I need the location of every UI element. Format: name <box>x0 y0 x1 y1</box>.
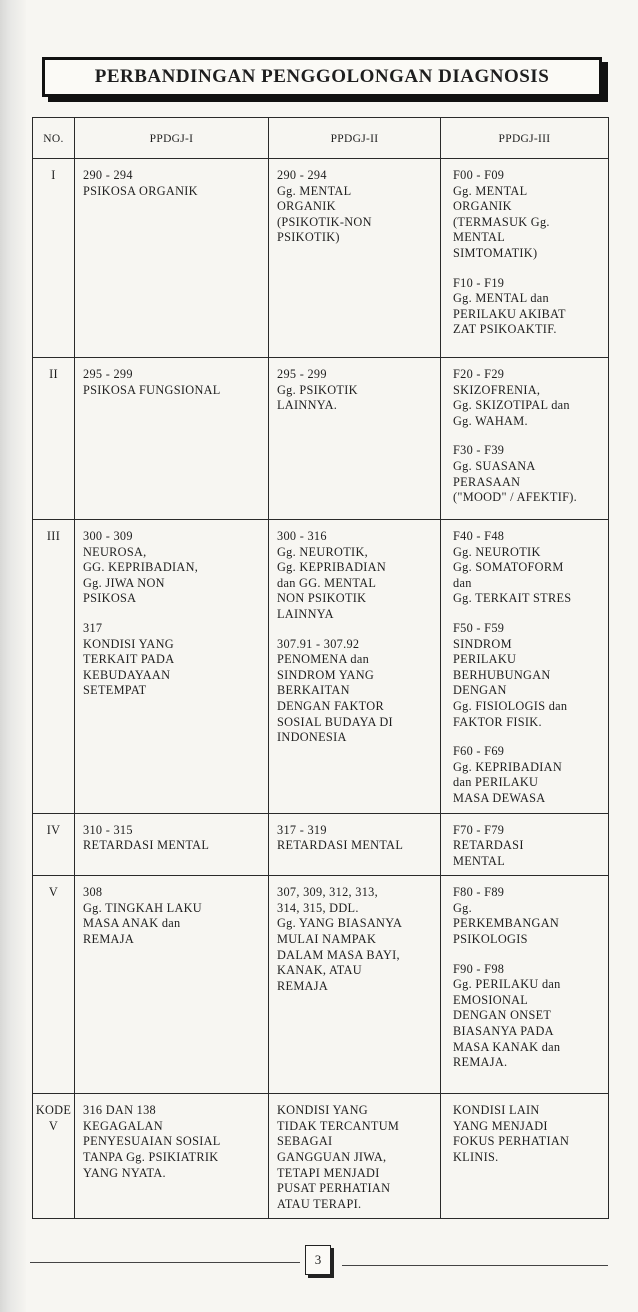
diagnosis-text: FAKTOR FISIK. <box>453 714 542 729</box>
cell-c3 <box>441 520 609 814</box>
diagnosis-text: KEGAGALAN <box>83 1118 163 1133</box>
diagnosis-group <box>277 823 434 854</box>
row-number: V <box>48 1118 59 1133</box>
diagnosis-group <box>453 621 602 730</box>
diagnosis-code: 310 - 315 <box>83 822 133 837</box>
diagnosis-text: PUSAT PERHATIAN <box>277 1181 391 1196</box>
diagnosis-group <box>453 529 602 607</box>
diagnosis-code: F60 - F69 <box>453 744 505 759</box>
diagnosis-comparison-table <box>32 117 609 1219</box>
diagnosis-text: RETARDASI MENTAL <box>83 838 210 853</box>
header-ppdgj-3: PPDGJ-III <box>441 118 609 159</box>
diagnosis-text: dan PERILAKU <box>453 775 539 790</box>
diagnosis-text: RETARDASI MENTAL <box>277 838 404 853</box>
cell-no <box>33 358 75 520</box>
diagnosis-text: Gg. YANG BIASANYA <box>277 916 403 931</box>
diagnosis-text: TIDAK TERCANTUM <box>277 1118 400 1133</box>
diagnosis-text: REMAJA. <box>453 1055 508 1070</box>
diagnosis-text: Gg. JIWA NON <box>83 575 165 590</box>
diagnosis-text: Gg. SOMATOFORM <box>453 560 564 575</box>
diagnosis-code: 308 <box>83 885 103 900</box>
footer-rule-left <box>30 1262 300 1263</box>
diagnosis-text: Gg. MENTAL dan <box>453 291 549 306</box>
cell-c2 <box>269 1094 441 1219</box>
diagnosis-group <box>83 823 262 854</box>
diagnosis-text: PERASAAN <box>453 474 521 489</box>
diagnosis-code: F70 - F79 <box>453 822 505 837</box>
diagnosis-text: PERILAKU AKIBAT <box>453 306 566 321</box>
table-row <box>33 358 609 520</box>
diagnosis-text: PSIKOSA FUNGSIONAL <box>83 382 221 397</box>
table-row <box>33 159 609 358</box>
diagnosis-text: SINDROM <box>453 636 512 651</box>
diagnosis-text: ZAT PSIKOAKTIF. <box>453 322 557 337</box>
diagnosis-code: 307.91 - 307.92 <box>277 636 360 651</box>
diagnosis-text: (TERMASUK Gg. <box>453 214 550 229</box>
diagnosis-code: F40 - F48 <box>453 529 505 543</box>
diagnosis-text: Gg. KEPRIBADIAN <box>277 560 387 575</box>
diagnosis-text: Gg. MENTAL <box>277 183 352 198</box>
header-no: NO. <box>33 118 75 159</box>
diagnosis-text: SKIZOFRENIA, <box>453 382 541 397</box>
diagnosis-text: REMAJA <box>277 978 328 993</box>
cell-no <box>33 876 75 1094</box>
diagnosis-group <box>277 1103 434 1212</box>
diagnosis-code: F20 - F29 <box>453 367 505 381</box>
diagnosis-text: BIASANYA PADA <box>453 1024 554 1039</box>
page-number: 3 <box>314 1252 322 1267</box>
diagnosis-group <box>277 885 434 994</box>
diagnosis-text: Gg. NEUROTIK, <box>277 544 368 559</box>
diagnosis-text: LAINNYA. <box>277 398 338 413</box>
diagnosis-code: F10 - F19 <box>453 275 505 290</box>
diagnosis-code: F90 - F98 <box>453 961 505 976</box>
diagnosis-text: NEUROSA, <box>83 544 147 559</box>
diagnosis-text: ATAU TERAPI. <box>277 1196 362 1211</box>
diagnosis-group <box>83 621 262 699</box>
cell-c3 <box>441 358 609 520</box>
diagnosis-text: KEBUDAYAAN <box>83 667 171 682</box>
diagnosis-group <box>83 529 262 607</box>
diagnosis-group <box>83 885 262 947</box>
diagnosis-text: REMAJA <box>83 932 134 947</box>
diagnosis-text: YANG NYATA. <box>83 1165 166 1180</box>
diagnosis-text: Gg. PERILAKU dan <box>453 977 561 992</box>
table-row <box>33 1094 609 1219</box>
diagnosis-text: BERHUBUNGAN <box>453 667 551 682</box>
diagnosis-text: PERKEMBANGAN <box>453 916 560 931</box>
diagnosis-text: PSIKOSA ORGANIK <box>83 183 198 198</box>
diagnosis-group <box>277 637 434 746</box>
diagnosis-text: MENTAL <box>453 230 506 245</box>
cell-no <box>33 813 75 876</box>
page-title: PERBANDINGAN PENGGOLONGAN DIAGNOSIS <box>94 66 550 87</box>
footer-rule-right <box>342 1265 608 1266</box>
diagnosis-text: ORGANIK <box>453 199 512 214</box>
diagnosis-group <box>453 1103 602 1165</box>
diagnosis-text: SOSIAL BUDAYA DI <box>277 714 393 729</box>
row-number: II <box>49 367 58 381</box>
cell-c1 <box>75 358 269 520</box>
diagnosis-code: F30 - F39 <box>453 443 505 458</box>
cell-c3 <box>441 159 609 358</box>
diagnosis-text: MASA ANAK dan <box>83 916 181 931</box>
diagnosis-code: KONDISI LAIN <box>453 1103 540 1118</box>
cell-c1 <box>75 813 269 876</box>
diagnosis-text: Gg. TINGKAH LAKU <box>83 900 202 915</box>
diagnosis-text: LAINNYA <box>277 606 334 621</box>
diagnosis-text: RETARDASI <box>453 838 524 853</box>
diagnosis-group <box>453 823 602 870</box>
diagnosis-text: YANG MENJADI <box>453 1118 548 1133</box>
diagnosis-text: dan GG. MENTAL <box>277 575 377 590</box>
diagnosis-text: PSIKOSA <box>83 591 137 606</box>
diagnosis-text: INDONESIA <box>277 730 347 745</box>
diagnosis-text: MASA DEWASA <box>453 790 546 805</box>
row-number: KODE <box>35 1103 72 1118</box>
diagnosis-text: ORGANIK <box>277 199 336 214</box>
diagnosis-text: PERILAKU <box>453 652 517 667</box>
cell-c3 <box>441 876 609 1094</box>
diagnosis-text: Gg. SKIZOTIPAL dan <box>453 398 570 413</box>
diagnosis-code: KONDISI YANG <box>277 1103 368 1118</box>
diagnosis-text: Gg. PSIKOTIK <box>277 382 358 397</box>
diagnosis-group <box>277 168 434 246</box>
table-row <box>33 520 609 814</box>
page-number-box <box>305 1245 331 1275</box>
cell-no <box>33 159 75 358</box>
diagnosis-group <box>83 168 262 199</box>
diagnosis-text: PENOMENA dan <box>277 652 370 667</box>
cell-c2 <box>269 159 441 358</box>
diagnosis-text: PENYESUAIAN SOSIAL <box>83 1134 221 1149</box>
diagnosis-text: KONDISI YANG <box>83 636 174 651</box>
diagnosis-group <box>453 443 602 505</box>
table-row <box>33 876 609 1094</box>
diagnosis-group <box>277 529 434 623</box>
cell-c2 <box>269 358 441 520</box>
diagnosis-group <box>83 1103 262 1181</box>
diagnosis-text: Gg. WAHAM. <box>453 413 528 428</box>
cell-c1 <box>75 876 269 1094</box>
diagnosis-text: TERKAIT PADA <box>83 652 175 667</box>
diagnosis-text: Gg. FISIOLOGIS dan <box>453 698 568 713</box>
diagnosis-code: 300 - 316 <box>277 529 327 543</box>
book-spine-shadow <box>0 0 26 1312</box>
diagnosis-code: 307, 309, 312, 313, <box>277 885 379 900</box>
diagnosis-code: F50 - F59 <box>453 620 505 635</box>
cell-no <box>33 1094 75 1219</box>
diagnosis-code: 317 <box>83 620 103 635</box>
diagnosis-text: FOKUS PERHATIAN <box>453 1134 570 1149</box>
diagnosis-text: EMOSIONAL <box>453 992 529 1007</box>
cell-c1 <box>75 159 269 358</box>
cell-c3 <box>441 1094 609 1219</box>
diagnosis-text: TETAPI MENJADI <box>277 1165 380 1180</box>
diagnosis-group <box>83 367 262 398</box>
row-number: V <box>48 885 59 900</box>
cell-c2 <box>269 520 441 814</box>
diagnosis-text: Gg. NEUROTIK <box>453 544 541 559</box>
diagnosis-text: DENGAN ONSET <box>453 1008 552 1023</box>
row-number: III <box>46 529 61 543</box>
diagnosis-code: F00 - F09 <box>453 168 505 182</box>
diagnosis-text: Gg. TERKAIT STRES <box>453 591 572 606</box>
diagnosis-code: 295 - 299 <box>83 367 133 381</box>
diagnosis-text: SIMTOMATIK) <box>453 245 538 260</box>
title-box <box>42 57 602 97</box>
diagnosis-text: KLINIS. <box>453 1150 499 1165</box>
diagnosis-text: ("MOOD" / AFEKTIF). <box>453 490 578 505</box>
diagnosis-text: TANPA Gg. PSIKIATRIK <box>83 1150 219 1165</box>
diagnosis-text: MENTAL <box>453 853 506 868</box>
diagnosis-code: 316 DAN 138 <box>83 1103 156 1118</box>
diagnosis-text: DALAM MASA BAYI, <box>277 947 400 962</box>
diagnosis-code: 290 - 294 <box>83 168 133 182</box>
diagnosis-text: Gg. MENTAL <box>453 183 528 198</box>
header-ppdgj-2: PPDGJ-II <box>269 118 441 159</box>
diagnosis-text: DENGAN FAKTOR <box>277 698 384 713</box>
diagnosis-text: PSIKOLOGIS <box>453 932 528 947</box>
row-number: I <box>51 168 56 182</box>
diagnosis-group <box>453 168 602 262</box>
diagnosis-text: BERKAITAN <box>277 683 350 698</box>
diagnosis-code: F80 - F89 <box>453 885 505 900</box>
diagnosis-group <box>453 367 602 429</box>
diagnosis-text: GANGGUAN JIWA, <box>277 1150 387 1165</box>
diagnosis-text: Gg. KEPRIBADIAN <box>453 759 563 774</box>
diagnosis-text: MASA KANAK dan <box>453 1039 561 1054</box>
diagnosis-text: (PSIKOTIK-NON <box>277 214 372 229</box>
diagnosis-text: Gg. <box>453 900 473 915</box>
diagnosis-text: GG. KEPRIBADIAN, <box>83 560 199 575</box>
diagnosis-text: dan <box>453 575 472 590</box>
diagnosis-code: 317 - 319 <box>277 822 327 837</box>
row-number: IV <box>46 822 61 837</box>
cell-c1 <box>75 520 269 814</box>
cell-c2 <box>269 876 441 1094</box>
header-ppdgj-1: PPDGJ-I <box>75 118 269 159</box>
diagnosis-text: SINDROM YANG <box>277 667 375 682</box>
diagnosis-code: 290 - 294 <box>277 168 327 182</box>
diagnosis-text: MULAI NAMPAK <box>277 932 377 947</box>
table-header-row <box>33 118 609 159</box>
diagnosis-text: SETEMPAT <box>83 683 147 698</box>
diagnosis-text: PSIKOTIK) <box>277 230 340 245</box>
diagnosis-group <box>453 276 602 338</box>
diagnosis-group <box>453 962 602 1071</box>
diagnosis-text: DENGAN <box>453 683 507 698</box>
cell-c1 <box>75 1094 269 1219</box>
cell-no <box>33 520 75 814</box>
diagnosis-text: SEBAGAI <box>277 1134 333 1149</box>
diagnosis-text: 314, 315, DDL. <box>277 900 359 915</box>
diagnosis-code: 295 - 299 <box>277 367 327 381</box>
diagnosis-text: NON PSIKOTIK <box>277 591 367 606</box>
diagnosis-code: 300 - 309 <box>83 529 133 543</box>
diagnosis-group <box>453 744 602 806</box>
diagnosis-group <box>453 885 602 947</box>
diagnosis-group <box>277 367 434 414</box>
cell-c3 <box>441 813 609 876</box>
cell-c2 <box>269 813 441 876</box>
diagnosis-text: KANAK, ATAU <box>277 963 362 978</box>
diagnosis-text: Gg. SUASANA <box>453 458 536 473</box>
table-row <box>33 813 609 876</box>
